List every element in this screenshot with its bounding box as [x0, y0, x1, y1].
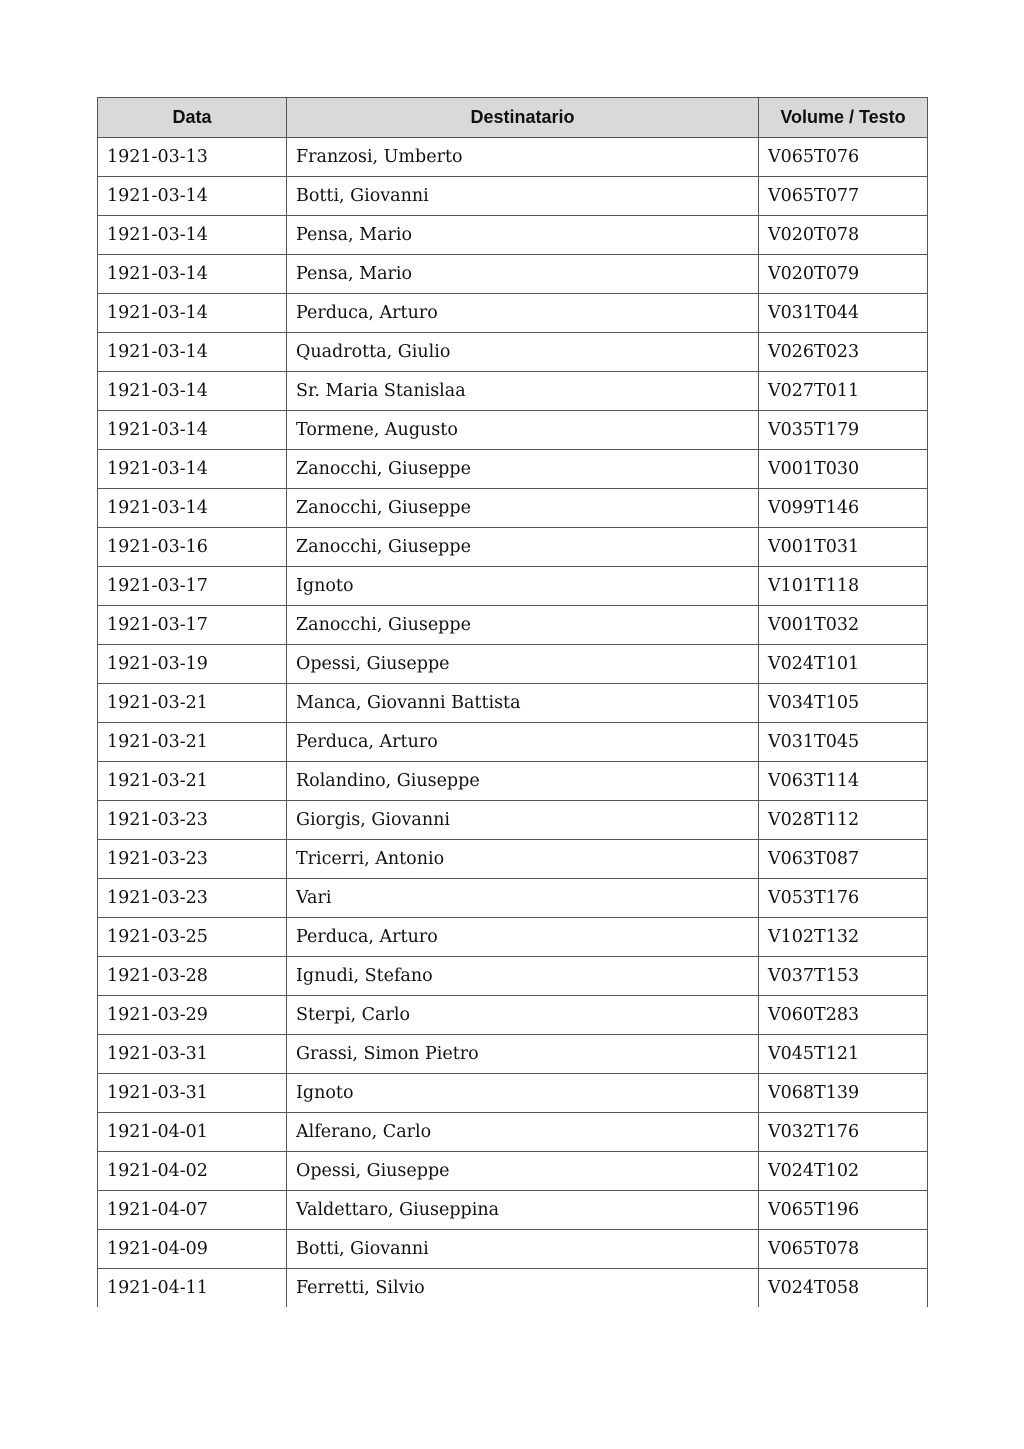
cell-date: 1921-03-14	[98, 294, 287, 333]
header-date: Data	[98, 98, 287, 138]
cell-recipient: Pensa, Mario	[287, 255, 759, 294]
header-volume-text: Volume / Testo	[759, 98, 928, 138]
table-row	[98, 1230, 928, 1269]
cell-recipient: Alferano, Carlo	[287, 1113, 759, 1152]
cell-date: 1921-03-29	[98, 996, 287, 1035]
cell-volume-text: V060T283	[759, 996, 928, 1035]
cell-recipient: Opessi, Giuseppe	[287, 1152, 759, 1191]
cell-volume-text: V001T031	[759, 528, 928, 567]
cell-recipient: Sterpi, Carlo	[287, 996, 759, 1035]
cell-date: 1921-04-07	[98, 1191, 287, 1230]
cell-date: 1921-04-11	[98, 1269, 287, 1308]
cell-recipient: Botti, Giovanni	[287, 1230, 759, 1269]
cell-recipient: Tormene, Augusto	[287, 411, 759, 450]
table-row	[98, 138, 928, 177]
table-row	[98, 840, 928, 879]
cell-volume-text: V028T112	[759, 801, 928, 840]
cell-date: 1921-03-25	[98, 918, 287, 957]
cell-volume-text: V063T087	[759, 840, 928, 879]
cell-volume-text: V045T121	[759, 1035, 928, 1074]
cell-volume-text: V024T101	[759, 645, 928, 684]
cell-volume-text: V027T011	[759, 372, 928, 411]
cell-recipient: Zanocchi, Giuseppe	[287, 528, 759, 567]
cell-volume-text: V031T045	[759, 723, 928, 762]
cell-recipient: Botti, Giovanni	[287, 177, 759, 216]
cell-volume-text: V032T176	[759, 1113, 928, 1152]
cell-recipient: Ferretti, Silvio	[287, 1269, 759, 1308]
cell-date: 1921-04-02	[98, 1152, 287, 1191]
table-row	[98, 567, 928, 606]
letters-table	[97, 97, 928, 1307]
cell-date: 1921-03-21	[98, 684, 287, 723]
cell-date: 1921-03-23	[98, 840, 287, 879]
cell-date: 1921-03-28	[98, 957, 287, 996]
table-row	[98, 1113, 928, 1152]
cell-volume-text: V099T146	[759, 489, 928, 528]
cell-volume-text: V065T196	[759, 1191, 928, 1230]
cell-date: 1921-03-14	[98, 333, 287, 372]
cell-recipient: Zanocchi, Giuseppe	[287, 606, 759, 645]
cell-date: 1921-03-21	[98, 723, 287, 762]
table-row	[98, 255, 928, 294]
cell-volume-text: V102T132	[759, 918, 928, 957]
cell-recipient: Perduca, Arturo	[287, 723, 759, 762]
cell-volume-text: V001T030	[759, 450, 928, 489]
cell-volume-text: V024T058	[759, 1269, 928, 1308]
cell-volume-text: V020T078	[759, 216, 928, 255]
header-recipient: Destinatario	[287, 98, 759, 138]
cell-volume-text: V063T114	[759, 762, 928, 801]
table-row	[98, 606, 928, 645]
table-row	[98, 1074, 928, 1113]
header-row	[98, 98, 928, 138]
cell-date: 1921-04-09	[98, 1230, 287, 1269]
cell-volume-text: V037T153	[759, 957, 928, 996]
table-row	[98, 294, 928, 333]
cell-recipient: Vari	[287, 879, 759, 918]
cell-volume-text: V068T139	[759, 1074, 928, 1113]
table-row	[98, 684, 928, 723]
cell-date: 1921-03-16	[98, 528, 287, 567]
cell-volume-text: V020T079	[759, 255, 928, 294]
cell-date: 1921-03-14	[98, 255, 287, 294]
cell-recipient: Manca, Giovanni Battista	[287, 684, 759, 723]
cell-date: 1921-03-31	[98, 1074, 287, 1113]
cell-volume-text: V026T023	[759, 333, 928, 372]
table-row	[98, 372, 928, 411]
table-row	[98, 996, 928, 1035]
table-row	[98, 1152, 928, 1191]
cell-date: 1921-03-31	[98, 1035, 287, 1074]
table-row	[98, 1269, 928, 1308]
cell-date: 1921-03-17	[98, 567, 287, 606]
cell-volume-text: V035T179	[759, 411, 928, 450]
cell-date: 1921-03-19	[98, 645, 287, 684]
cell-recipient: Grassi, Simon Pietro	[287, 1035, 759, 1074]
cell-volume-text: V101T118	[759, 567, 928, 606]
cell-volume-text: V053T176	[759, 879, 928, 918]
cell-recipient: Perduca, Arturo	[287, 918, 759, 957]
cell-volume-text: V065T078	[759, 1230, 928, 1269]
cell-recipient: Valdettaro, Giuseppina	[287, 1191, 759, 1230]
cell-recipient: Zanocchi, Giuseppe	[287, 450, 759, 489]
table-row	[98, 333, 928, 372]
cell-volume-text: V034T105	[759, 684, 928, 723]
table-row	[98, 1035, 928, 1074]
cell-date: 1921-03-13	[98, 138, 287, 177]
cell-date: 1921-03-14	[98, 489, 287, 528]
cell-date: 1921-03-21	[98, 762, 287, 801]
table-row	[98, 957, 928, 996]
cell-volume-text: V031T044	[759, 294, 928, 333]
cell-recipient: Pensa, Mario	[287, 216, 759, 255]
cell-date: 1921-03-14	[98, 411, 287, 450]
cell-recipient: Ignoto	[287, 1074, 759, 1113]
table-row	[98, 762, 928, 801]
table-row	[98, 879, 928, 918]
cell-date: 1921-04-01	[98, 1113, 287, 1152]
cell-recipient: Ignoto	[287, 567, 759, 606]
table-row	[98, 216, 928, 255]
table-row	[98, 723, 928, 762]
table-row	[98, 801, 928, 840]
table-row	[98, 411, 928, 450]
cell-recipient: Zanocchi, Giuseppe	[287, 489, 759, 528]
cell-recipient: Quadrotta, Giulio	[287, 333, 759, 372]
cell-recipient: Opessi, Giuseppe	[287, 645, 759, 684]
cell-recipient: Tricerri, Antonio	[287, 840, 759, 879]
cell-date: 1921-03-23	[98, 879, 287, 918]
cell-date: 1921-03-17	[98, 606, 287, 645]
cell-recipient: Sr. Maria Stanislaa	[287, 372, 759, 411]
table-row	[98, 489, 928, 528]
cell-recipient: Perduca, Arturo	[287, 294, 759, 333]
cell-recipient: Franzosi, Umberto	[287, 138, 759, 177]
cell-volume-text: V065T077	[759, 177, 928, 216]
cell-recipient: Rolandino, Giuseppe	[287, 762, 759, 801]
cell-recipient: Giorgis, Giovanni	[287, 801, 759, 840]
cell-volume-text: V001T032	[759, 606, 928, 645]
cell-volume-text: V024T102	[759, 1152, 928, 1191]
cell-date: 1921-03-14	[98, 177, 287, 216]
table-row	[98, 645, 928, 684]
table-body	[98, 138, 928, 1308]
table-row	[98, 450, 928, 489]
table-header	[98, 98, 928, 138]
table-row	[98, 177, 928, 216]
cell-date: 1921-03-14	[98, 372, 287, 411]
table-row	[98, 918, 928, 957]
cell-date: 1921-03-14	[98, 216, 287, 255]
cell-date: 1921-03-23	[98, 801, 287, 840]
cell-recipient: Ignudi, Stefano	[287, 957, 759, 996]
table-row	[98, 1191, 928, 1230]
cell-date: 1921-03-14	[98, 450, 287, 489]
table-row	[98, 528, 928, 567]
cell-volume-text: V065T076	[759, 138, 928, 177]
